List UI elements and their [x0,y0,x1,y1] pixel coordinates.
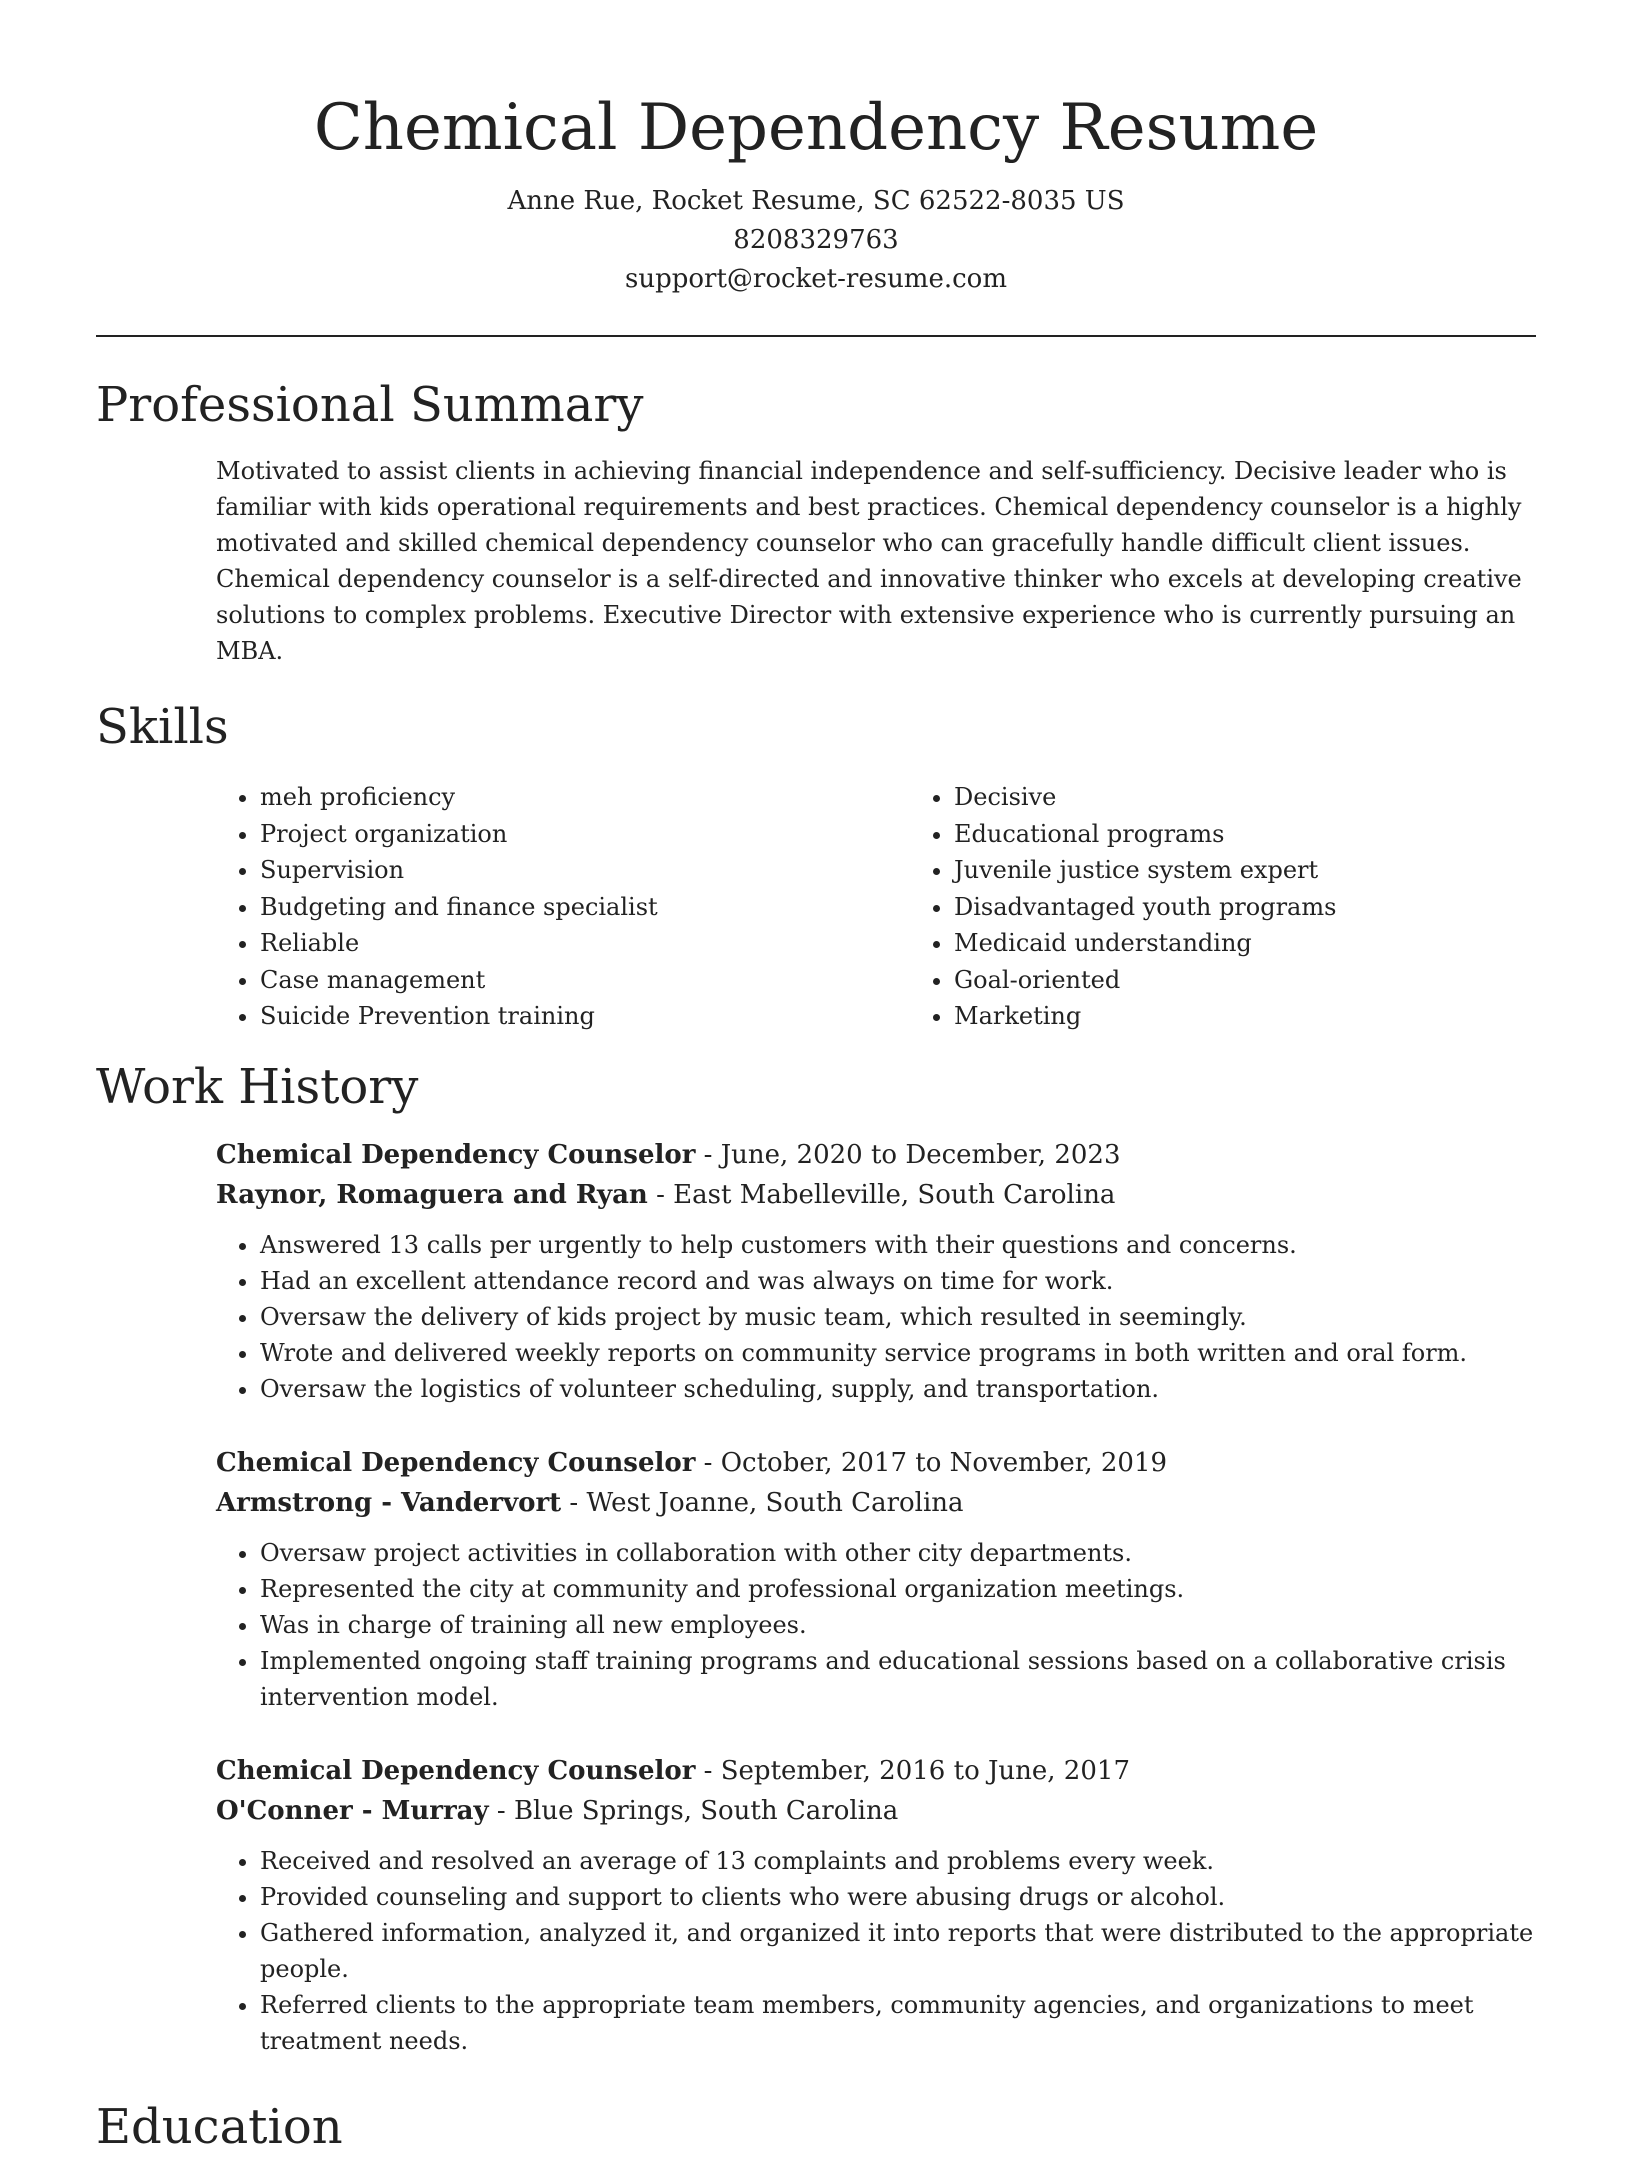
skill-item: • Project organization [260,816,910,853]
skill-item: • Medicaid understanding [954,925,1336,962]
contact-email: support@rocket-resume.com [624,264,1007,294]
job-bullet: • Gathered information, analyzed it, and organized it into reports that were distributed to the appropriate people. [260,1915,1536,1987]
job-location: - West Joanne, South Carolina [561,1487,964,1518]
work-history-heading: Work History [96,1058,419,1115]
job-bullet: • Wrote and delivered weekly reports on community service programs in both written and oral form. [260,1335,1536,1371]
skill-item: • Supervision [260,852,910,889]
summary-heading: Professional Summary [96,377,644,433]
skill-item: • Educational programs [954,816,1336,853]
job-entry [216,1135,1536,1407]
job-company-line [216,1791,1536,1831]
skill-item: • Disadvantaged youth programs [954,889,1336,926]
job-bullet: • Referred clients to the appropriate team members, community agencies, and organizations to meet treatment needs. [260,1987,1536,2059]
job-bullet: • Oversaw the logistics of volunteer scheduling, supply, and transportation. [260,1371,1536,1407]
job-company-line [216,1175,1536,1215]
skill-item: • meh proficiency [260,779,910,816]
summary-text: Motivated to assist clients in achieving financial independence and self-sufficiency. Decisive leader who is familiar with kids operational requirements and best practices. Chemical dependency counselor is a highly motivated and skilled chemical dependency counselor who can gracefully handle difficult client issues. Chemical dependency counselor is a self-directed and innovative thinker who excels at developing creative solutions to complex problems. Executive Director with extensive experience who is currently pursuing an MBA. [216,457,1522,665]
job-location: - Blue Springs, South Carolina [488,1795,899,1826]
skills-column-right [910,779,1336,1035]
resume-title: Chemical Dependency Resume [313,91,1319,165]
job-company-line [216,1483,1536,1523]
skills-column-left [216,779,910,1035]
job-company: O'Conner - Murray [216,1795,489,1826]
job-title-line [216,1751,1536,1791]
job-bullet: • Received and resolved an average of 13 complaints and problems every week. [260,1843,1536,1879]
skills-heading: Skills [96,699,229,755]
job-company: Armstrong - Vandervort [216,1487,562,1518]
job-bullet: • Provided counseling and support to clients who were abusing drugs or alcohol. [260,1879,1536,1915]
job-dates: - June, 2020 to December, 2023 [695,1139,1121,1170]
job-bullet: • Had an excellent attendance record and was always on time for work. [260,1263,1536,1299]
job-title-line [216,1135,1536,1175]
skills-list [216,779,1536,1035]
job-bullet: • Oversaw the delivery of kids project by music team, which resulted in seemingly. [260,1299,1536,1335]
job-dates: - October, 2017 to November, 2019 [695,1447,1168,1478]
skill-item: • Juvenile justice system expert [954,852,1336,889]
job-title-line [216,1443,1536,1483]
job-bullets [216,1227,1536,1407]
skill-item: • Goal-oriented [954,962,1336,999]
contact-block [96,182,1536,299]
job-bullets [216,1843,1536,2059]
resume-header [96,0,1536,299]
skill-item: • Case management [260,962,910,999]
job-entry [216,1751,1536,2059]
job-bullet: • Represented the city at community and professional organization meetings. [260,1571,1536,1607]
skill-item: • Reliable [260,925,910,962]
job-bullet: • Oversaw project activities in collaboration with other city departments. [260,1535,1536,1571]
job-bullets [216,1535,1536,1715]
job-dates: - September, 2016 to June, 2017 [695,1755,1130,1786]
job-bullet: • Answered 13 calls per urgently to help customers with their questions and concerns. [260,1227,1536,1263]
job-company: Raynor, Romaguera and Ryan [216,1179,648,1210]
job-role: Chemical Dependency Counselor [216,1755,696,1786]
contact-address: Anne Rue, Rocket Resume, SC 62522-8035 US [507,186,1125,216]
job-role: Chemical Dependency Counselor [216,1447,696,1478]
skill-item: • Marketing [954,998,1336,1035]
header-divider [96,335,1536,337]
job-bullet: • Implemented ongoing staff training programs and educational sessions based on a collaborative crisis intervention model. [260,1643,1536,1715]
skill-item: • Budgeting and finance specialist [260,889,910,926]
skill-item: • Suicide Prevention training [260,998,910,1035]
job-role: Chemical Dependency Counselor [216,1139,696,1170]
job-location: - East Mabelleville, South Carolina [647,1179,1116,1210]
skill-item: • Decisive [954,779,1336,816]
job-bullet: • Was in charge of training all new employees. [260,1607,1536,1643]
contact-phone: 8208329763 [733,225,899,255]
job-entry [216,1443,1536,1715]
education-heading: Education [96,2098,343,2155]
